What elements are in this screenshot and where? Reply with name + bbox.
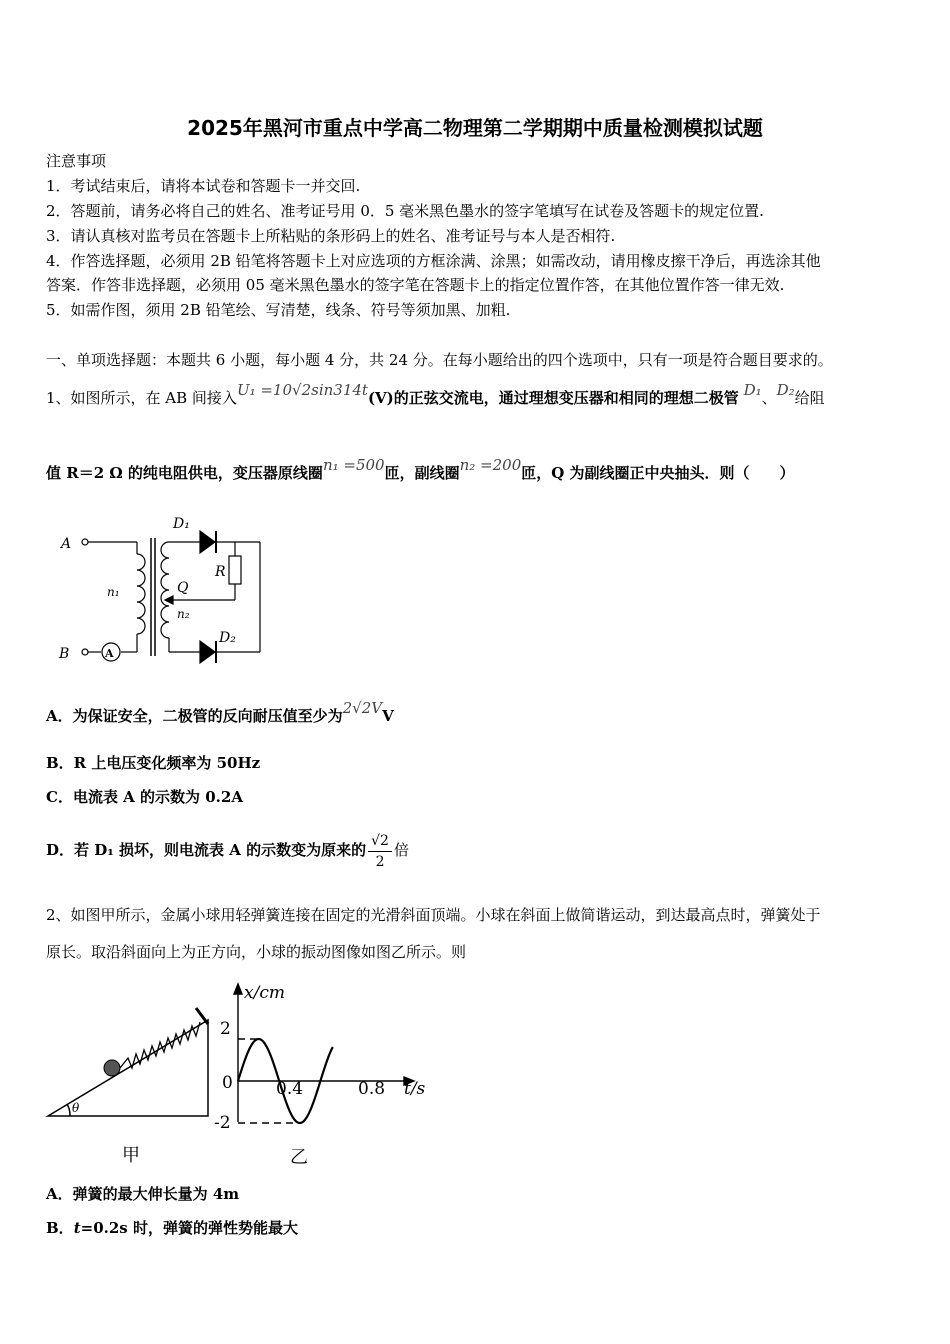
q1-text: (V)的正弦交流电，通过理想变压器和相同的理想二极管 <box>367 389 739 407</box>
primary-coil <box>137 554 145 634</box>
notice-item: 答案．作答非选择题，必须用 05 毫米黑色墨水的签字笔在答题卡上的指定位置作答，在其他位置作答一律无效. <box>46 276 785 294</box>
option-var: t <box>73 1219 81 1237</box>
q1-line1 <box>46 381 825 409</box>
circuit-label-q: Q <box>177 580 189 596</box>
q1-formula-n1: n₁ =500 <box>322 456 385 474</box>
q1-d2: D₂ <box>776 381 795 399</box>
y-tick-label: 2 <box>220 1019 231 1039</box>
notice-item: 1．考试结束后，请将本试卷和答题卡一并交回. <box>46 177 361 195</box>
x-axis-label: t/s <box>404 1079 426 1099</box>
q1-line2 <box>46 456 795 484</box>
q1-text: 匝，副线圈 <box>384 464 460 482</box>
figure-b-label: 乙 <box>290 1147 308 1168</box>
resistor-r <box>229 556 241 584</box>
option-tail: 倍 <box>393 841 409 859</box>
figure-a-label: 甲 <box>122 1145 140 1166</box>
ammeter-label: A <box>105 647 114 660</box>
q1-text: 匝，Q 为副线圈正中央抽头．则（ ） <box>521 464 795 482</box>
notice-item: 4．作答选择题，必须用 2B 铅笔将答题卡上对应选项的方框涂满、涂黑；如需改动，请用橡皮擦干净后，再选涂其他 <box>46 252 821 270</box>
option-unit: V <box>382 707 394 725</box>
q1-option-b: B．R 上电压变化频率为 50Hz <box>46 754 261 772</box>
diode-d2 <box>200 641 215 663</box>
q1-text: 1、如图所示，在 AB 间接入 <box>46 389 237 407</box>
fraction-denominator: 2 <box>375 853 385 870</box>
q1-option-c: C．电流表 A 的示数为 0.2A <box>46 788 243 806</box>
circuit-diagram <box>55 512 270 672</box>
secondary-coil <box>161 542 169 638</box>
q1-text: 给阻 <box>794 389 825 407</box>
q1-d1: D₁ <box>743 381 762 399</box>
q1-option-a <box>46 699 394 727</box>
option-a-formula: 2√2V <box>342 699 383 717</box>
fraction-numerator: √2 <box>368 831 392 852</box>
spring <box>120 1022 200 1068</box>
notice-item: 5．如需作图，须用 2B 铅笔绘、写清楚，线条、符号等须加黑、加粗. <box>46 301 511 319</box>
angle-arc <box>67 1104 70 1116</box>
y-axis-label: x/cm <box>244 983 285 1003</box>
xt-chart <box>214 978 434 1170</box>
q1-sep: 、 <box>761 389 777 407</box>
q1-formula-n2: n₂ =200 <box>459 456 522 474</box>
option-text: D．若 D₁ 损坏，则电流表 A 的示数变为原来的 <box>46 841 367 859</box>
y-tick-label: -2 <box>214 1113 231 1133</box>
q2-line2: 原长。取沿斜面向上为正方向，小球的振动图像如图乙所示。则 <box>46 943 467 961</box>
x-tick-label: 0.4 <box>276 1079 304 1099</box>
page-title: 2025年黑河市重点中学高二物理第二学期期中质量检测模拟试题 <box>187 116 763 140</box>
incline-figure <box>44 998 214 1168</box>
circuit-label-r: R <box>215 564 226 580</box>
circuit-label-d1: D₁ <box>173 516 190 532</box>
ball <box>104 1060 120 1076</box>
circuit-label-a: A <box>61 536 72 552</box>
x-tick-label: 0.8 <box>358 1079 386 1099</box>
q1-text: 值 R＝2 Ω 的纯电阻供电，变压器原线圈 <box>46 464 323 482</box>
angle-label: θ <box>72 1101 80 1115</box>
q1-option-d <box>46 822 409 878</box>
q2-option-a: A．弹簧的最大伸长量为 4m <box>46 1185 240 1203</box>
circuit-label-n1: n₁ <box>107 585 120 599</box>
diode-d1 <box>200 531 215 553</box>
wall-top <box>196 1008 208 1024</box>
tap-arrow <box>165 596 173 604</box>
option-text: =0.2s 时，弹簧的弹性势能最大 <box>80 1219 298 1237</box>
option-prefix: B． <box>46 1219 74 1237</box>
y-tick-label: 0 <box>222 1073 233 1093</box>
notice-item: 2．答题前，请务必将自己的姓名、准考证号用 0．5 毫米黑色墨水的签字笔填写在试卷及答题卡的规定位置. <box>46 202 764 220</box>
y-axis-arrow <box>234 984 242 994</box>
terminal-a <box>82 539 88 545</box>
terminal-b <box>82 649 88 655</box>
q2-option-b <box>46 1217 298 1239</box>
option-d-fraction <box>368 831 392 872</box>
circuit-label-n2: n₂ <box>177 607 190 621</box>
circuit-label-d2: D₂ <box>219 630 236 646</box>
notice-item: 3．请认真核对监考员在答题卡上所粘贴的条形码上的姓名、准考证号与本人是否相符. <box>46 227 616 245</box>
section-heading: 一、单项选择题：本题共 6 小题，每小题 4 分，共 24 分。在每小题给出的四个选项中，只有一项是符合题目要求的。 <box>46 351 833 369</box>
notice-heading: 注意事项 <box>46 152 107 170</box>
q2-line1: 2、如图甲所示，金属小球用轻弹簧连接在固定的光滑斜面顶端。小球在斜面上做简谐运动，到达最高点时，弹簧处于 <box>46 906 821 924</box>
q1-formula-u: U₁ =10√2sin314t <box>236 381 368 399</box>
option-text: A．为保证安全，二极管的反向耐压值至少为 <box>46 707 343 725</box>
circuit-label-b: B <box>59 646 70 662</box>
